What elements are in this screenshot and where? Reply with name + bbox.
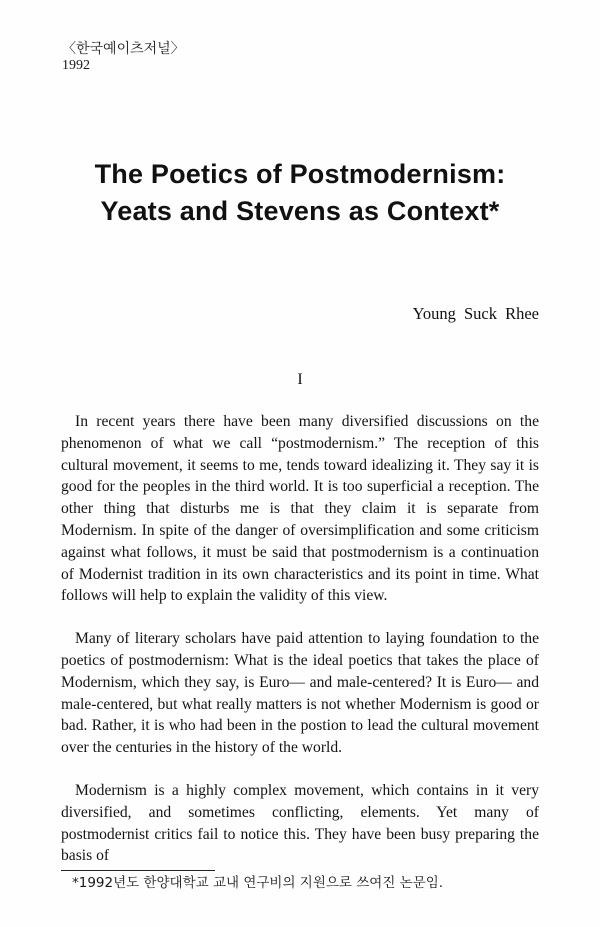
body-paragraph-1-block — [61, 411, 539, 607]
title-line-2: Yeats and Stevens as Context* — [100, 196, 500, 226]
body-paragraph-2-block — [61, 628, 539, 759]
journal-year: 1992 — [62, 58, 90, 73]
journal-name: 〈한국예이츠저널〉 — [62, 42, 185, 57]
footnote-divider — [61, 870, 215, 871]
title-line-1: The Poetics of Postmodernism: — [94, 159, 506, 189]
author-name: Young Suck Rhee — [412, 304, 539, 323]
section-heading: I — [297, 371, 303, 388]
footnote: *1992년도 한양대학교 교내 연구비의 지원으로 쓰여진 논문임. — [72, 875, 444, 892]
body-paragraph-3-block — [61, 780, 539, 867]
journal-header — [62, 42, 539, 74]
body-paragraph: Many of literary scholars have paid attention to laying foundation to the poetics of postmodernism: What is the ideal poetics that takes the place of Modernism, which they say, is Euro— and male-centered? It is Euro— and male-centered, but what really matters is not whether Modernism is good or bad. Rather, it is who had been in the postion to lead the cultural movement over the centuries in the history of the world. — [61, 630, 539, 757]
body-paragraph: Modernism is a highly complex movement, which contains in it very diversified, and sometimes conflicting, elements. Yet many of postmodernist critics fail to notice this. They have been busy preparing the basis of — [61, 781, 539, 865]
article-title — [0, 156, 600, 230]
body-paragraph: In recent years there have been many diversified discussions on the phenomenon of what we call “postmodernism.” The reception of this cultural movement, it seems to me, tends toward idealizing it. They say it is good for the peoples in the third world. It is too superficial a reception. The other thing that disturbs me is that they claim it is separate from Modernism. In spite of the danger of oversimplification and some criticism against what follows, it must be said that postmodernism is a continuation of Modernist tradition in its own characteristics and its point in time. What follows will help to explain the validity of this view. — [61, 413, 539, 605]
